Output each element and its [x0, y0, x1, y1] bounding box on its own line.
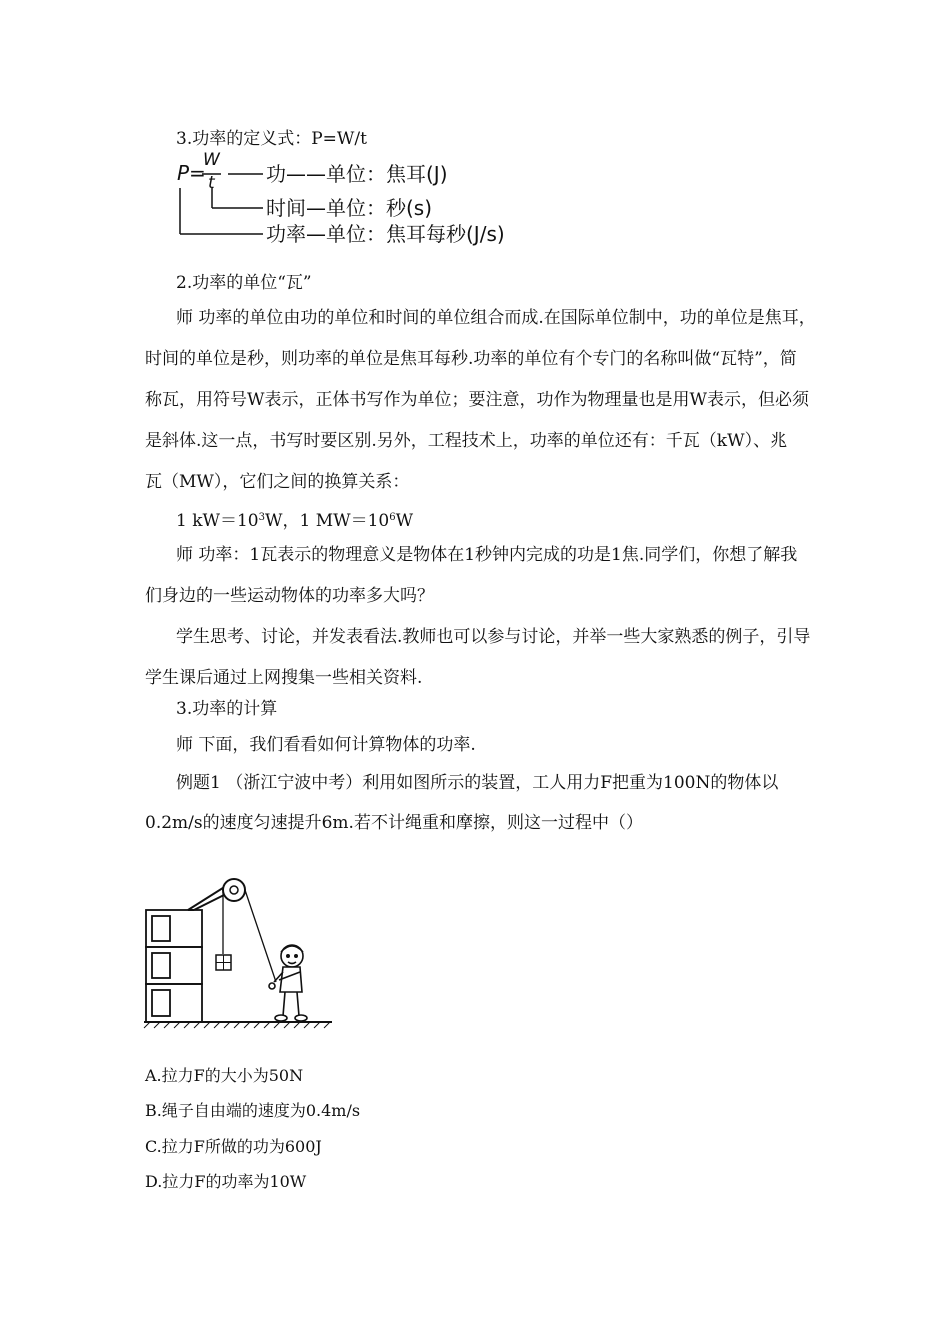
formula-numerator: W: [203, 150, 220, 170]
option-a: A.拉力F的大小为50N: [145, 1066, 304, 1085]
paragraph-line: 时间的单位是秒，则功率的单位是焦耳每秒.功率的单位有个专门的名称叫做“瓦特”，简: [145, 349, 797, 369]
conversion-mw-exponent: 6: [389, 512, 396, 523]
conversion-kw: 1 kW＝10: [176, 511, 259, 531]
paragraph-line: 学生课后通过上网搜集一些相关资料.: [145, 668, 423, 688]
conversion-mw: W，1 MW＝10: [265, 511, 390, 531]
option-b: B.绳子自由端的速度为0.4m/s: [145, 1101, 361, 1120]
definition-heading: 3.功率的定义式：P=W/t: [176, 129, 367, 149]
pulley-illustration: [142, 870, 342, 1030]
paragraph-line: 是斜体.这一点，书写时要区别.另外，工程技术上，功率的单位还有：千瓦（kW）、兆: [145, 431, 788, 451]
paragraph-line: 师 功率的单位由功的单位和时间的单位组合而成.在国际单位制中，功的单位是焦耳，: [176, 308, 816, 328]
formula-row-power: 功率—单位：焦耳每秒(J/s): [266, 222, 505, 246]
paragraph-line: 师 功率：1瓦表示的物理意义是物体在1秒钟内完成的功是1焦.同学们，你想了解我: [176, 545, 798, 565]
example-line: 0.2m/s的速度匀速提升6m.若不计绳重和摩擦，则这一过程中（）: [145, 813, 643, 833]
option-d: D.拉力F的功率为10W: [145, 1172, 307, 1191]
formula-row-work: 功——单位：焦耳(J): [266, 162, 448, 186]
unit-heading: 2.功率的单位“瓦”: [176, 273, 312, 293]
paragraph-line: 瓦（MW），它们之间的换算关系：: [145, 472, 410, 492]
conversion-kw-exponent: 3: [258, 512, 266, 523]
formula-p: P=: [177, 161, 206, 185]
example-line: 例题1 （浙江宁波中考）利用如图所示的装置，工人用力F把重为100N的物体以: [176, 773, 779, 793]
conversion-unit: W: [395, 511, 414, 531]
paragraph-line: 师 下面，我们看看如何计算物体的功率.: [176, 735, 476, 755]
formula-denominator: t: [208, 173, 215, 193]
formula-row-time: 时间—单位：秒(s): [266, 196, 433, 220]
option-c: C.拉力F所做的功为600J: [145, 1137, 322, 1156]
paragraph-line: 们身边的一些运动物体的功率多大吗？: [145, 586, 434, 606]
calc-heading: 3.功率的计算: [176, 699, 278, 719]
conversion-formula: [176, 507, 413, 532]
paragraph-line: 称瓦，用符号W表示，正体书写作为单位；要注意，功作为物理量也是用W表示，但必须: [145, 390, 809, 410]
paragraph-line: 学生思考、讨论，并发表看法.教师也可以参与讨论，并举一些大家熟悉的例子，引导: [176, 627, 811, 647]
